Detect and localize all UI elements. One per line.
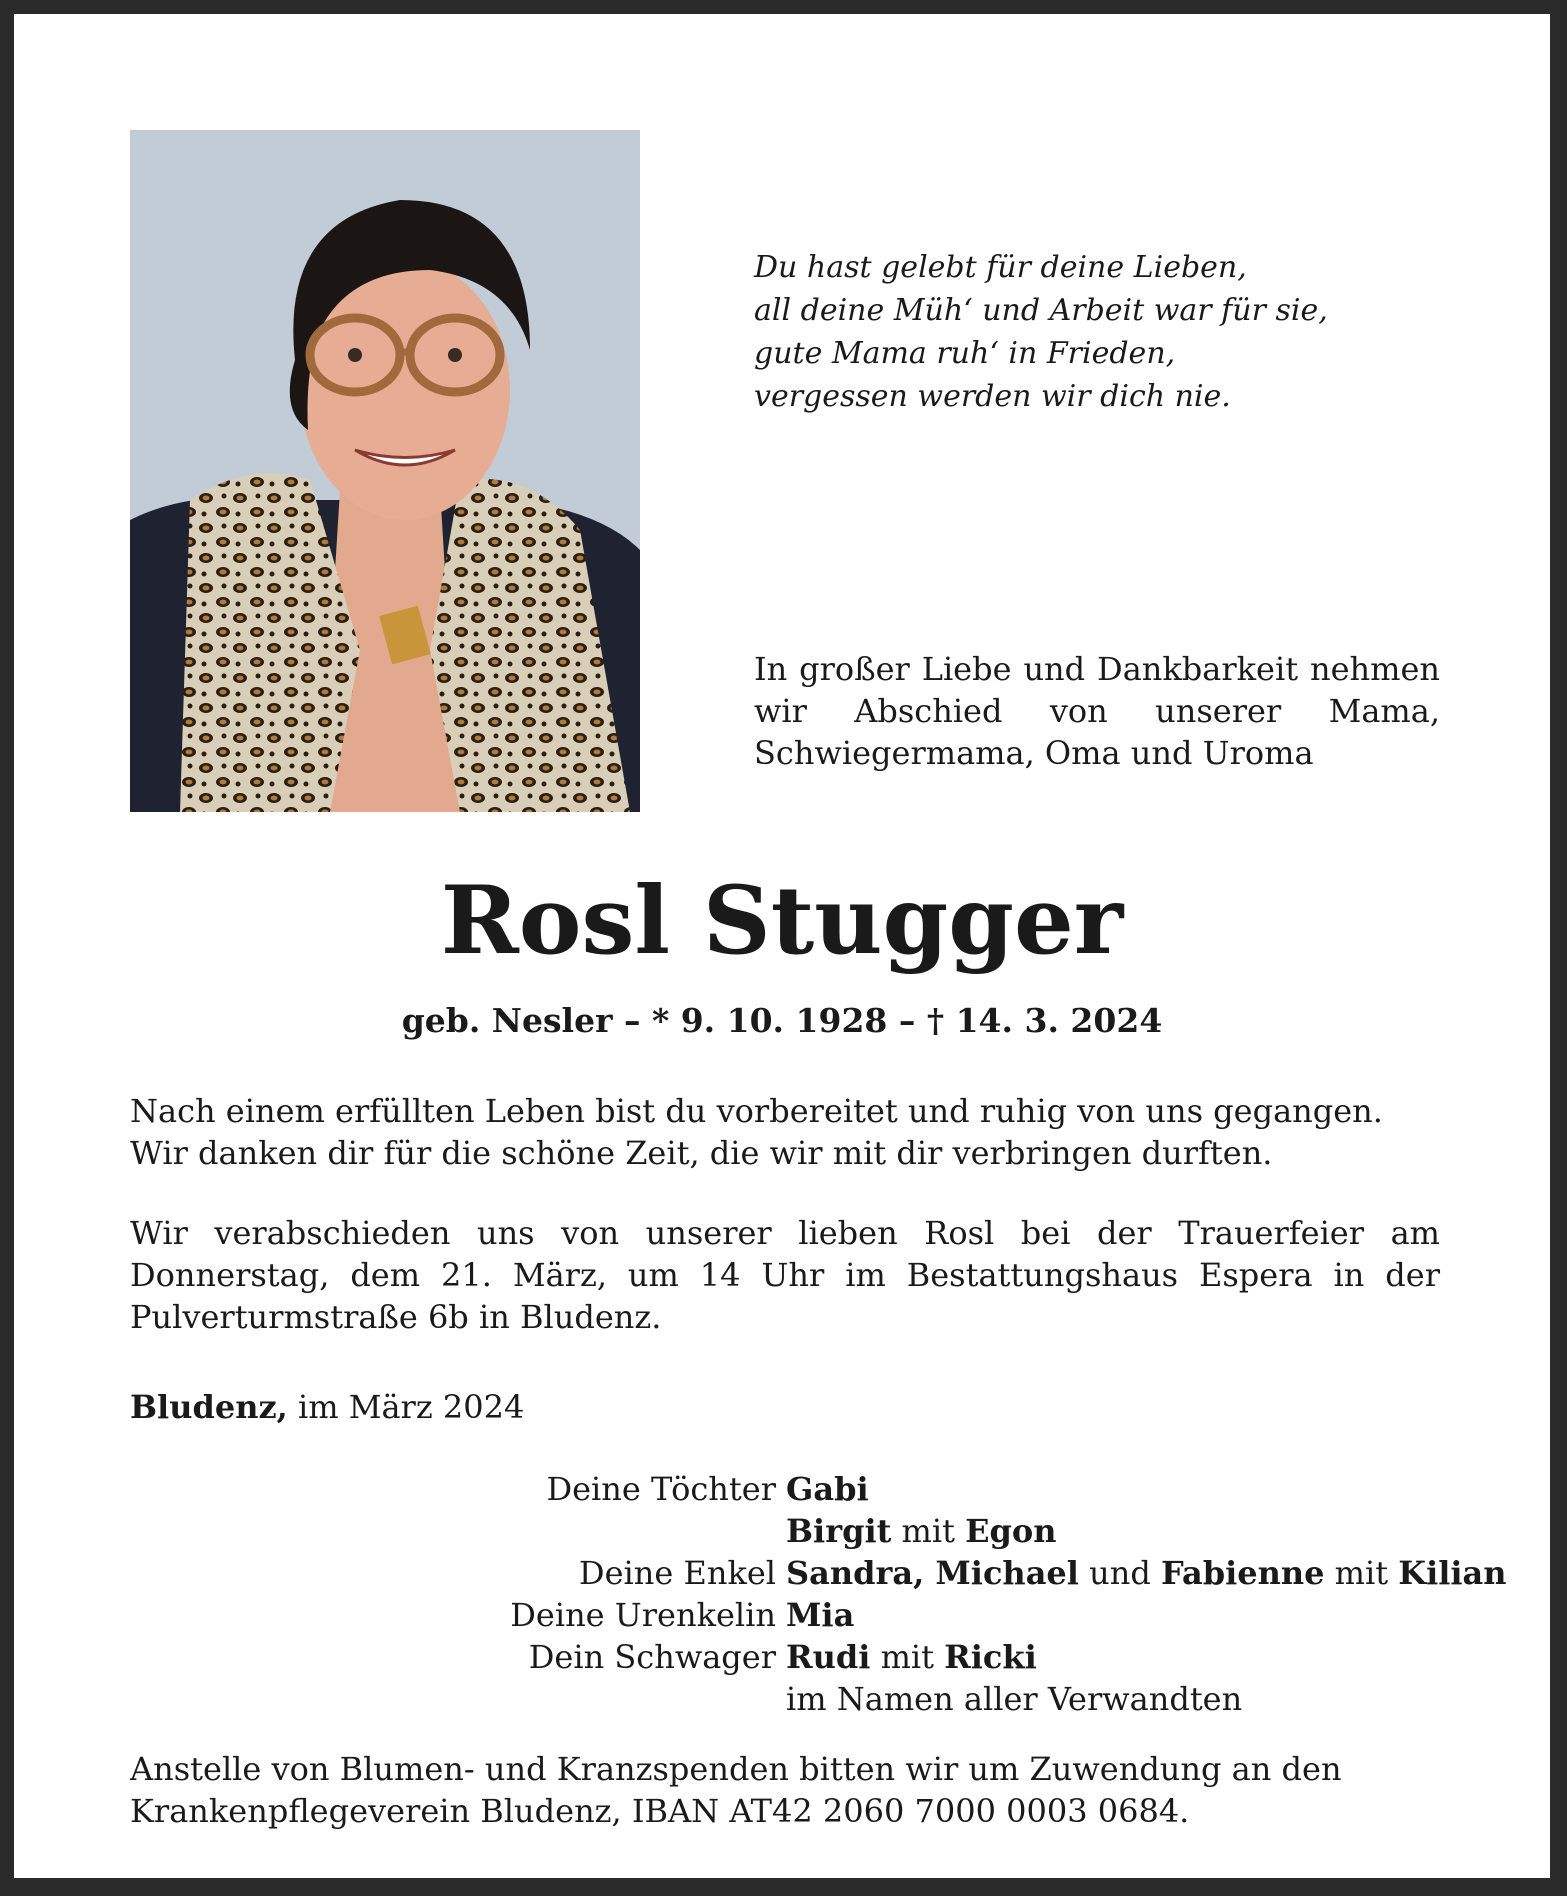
poem-line: vergessen werden wir dich nie. xyxy=(754,379,1231,414)
place-date-text: im März 2024 xyxy=(297,1388,525,1426)
poem-line: all deine Müh‘ und Arbeit war für sie, xyxy=(754,293,1328,328)
poem-line: gute Mama ruh‘ in Frieden, xyxy=(754,336,1176,371)
family-name: Sandra, Michael xyxy=(786,1554,1079,1592)
family-row xyxy=(130,1636,1440,1678)
family-names: im Namen aller Verwandten xyxy=(786,1680,1243,1718)
family-name: Ricki xyxy=(944,1638,1037,1676)
paragraph-ceremony xyxy=(130,1212,1440,1338)
place-city: Bludenz, xyxy=(130,1388,288,1426)
family-name: Mia xyxy=(786,1596,855,1634)
relation-label: Deine Enkel xyxy=(578,1554,776,1592)
connector: mit xyxy=(1334,1554,1389,1592)
family-name: Birgit xyxy=(786,1512,892,1550)
birth-death-line: geb. Nesler – * 9. 10. 1928 – † 14. 3. 2024 xyxy=(401,1001,1163,1040)
portrait-photo xyxy=(130,130,640,812)
family-names xyxy=(786,1510,1057,1552)
family-names xyxy=(786,1468,869,1510)
family-name: Fabienne xyxy=(1160,1554,1325,1592)
family-row xyxy=(130,1510,1440,1552)
paragraph-line: Donnerstag, dem 21. März, um 14 Uhr im Bestattungshaus Espera in der xyxy=(130,1256,1440,1294)
connector: mit xyxy=(901,1512,955,1550)
poem xyxy=(754,246,1474,418)
donation-line: Krankenpflegeverein Bludenz, IBAN AT42 2060 7000 0003 0684. xyxy=(130,1792,1190,1830)
family-row xyxy=(130,1552,1507,1594)
paragraph-farewell xyxy=(130,1090,1440,1174)
family-name: Kilian xyxy=(1398,1554,1507,1592)
paragraph-line: Wir verabschieden uns von unserer lieben Rosl bei der Trauerfeier am xyxy=(130,1214,1440,1252)
relation-label: Dein Schwager xyxy=(528,1638,776,1676)
family-row xyxy=(130,1468,1440,1510)
family-name: Rudi xyxy=(786,1638,871,1676)
family-row xyxy=(130,1594,1440,1636)
donation-note xyxy=(130,1748,1440,1832)
family-names xyxy=(786,1594,854,1636)
family-row xyxy=(130,1678,1440,1720)
deceased-name: Rosl Stugger xyxy=(440,866,1124,976)
family-names xyxy=(786,1636,1037,1678)
place-date xyxy=(130,1386,524,1428)
family-list xyxy=(130,1468,1507,1720)
poem-line: Du hast gelebt für deine Lieben, xyxy=(754,250,1247,285)
donation-line: Anstelle von Blumen- und Kranzspenden bitten wir um Zuwendung an den xyxy=(130,1750,1342,1788)
paragraph-line: Nach einem erfüllten Leben bist du vorbereitet und ruhig von uns gegangen. xyxy=(130,1092,1383,1130)
paragraph-line: Wir danken dir für die schöne Zeit, die wir mit dir verbringen durften. xyxy=(130,1134,1273,1172)
paragraph-line: Pulverturmstraße 6b in Bludenz. xyxy=(130,1298,662,1336)
relation-label: Deine Urenkelin xyxy=(510,1596,776,1634)
intro-text: In großer Liebe und Dankbarkeit nehmen wir Abschied von unserer Mama, Schwiegermama, Oma und Uroma xyxy=(754,650,1440,772)
connector: und xyxy=(1089,1554,1151,1592)
family-names xyxy=(786,1552,1507,1594)
relation-label: Deine Töchter xyxy=(546,1470,776,1508)
family-name: Gabi xyxy=(786,1470,869,1508)
family-name: Egon xyxy=(965,1512,1057,1550)
obituary-sheet xyxy=(14,14,1550,1878)
portrait-photo-illustration xyxy=(130,130,640,812)
connector: mit xyxy=(880,1638,934,1676)
